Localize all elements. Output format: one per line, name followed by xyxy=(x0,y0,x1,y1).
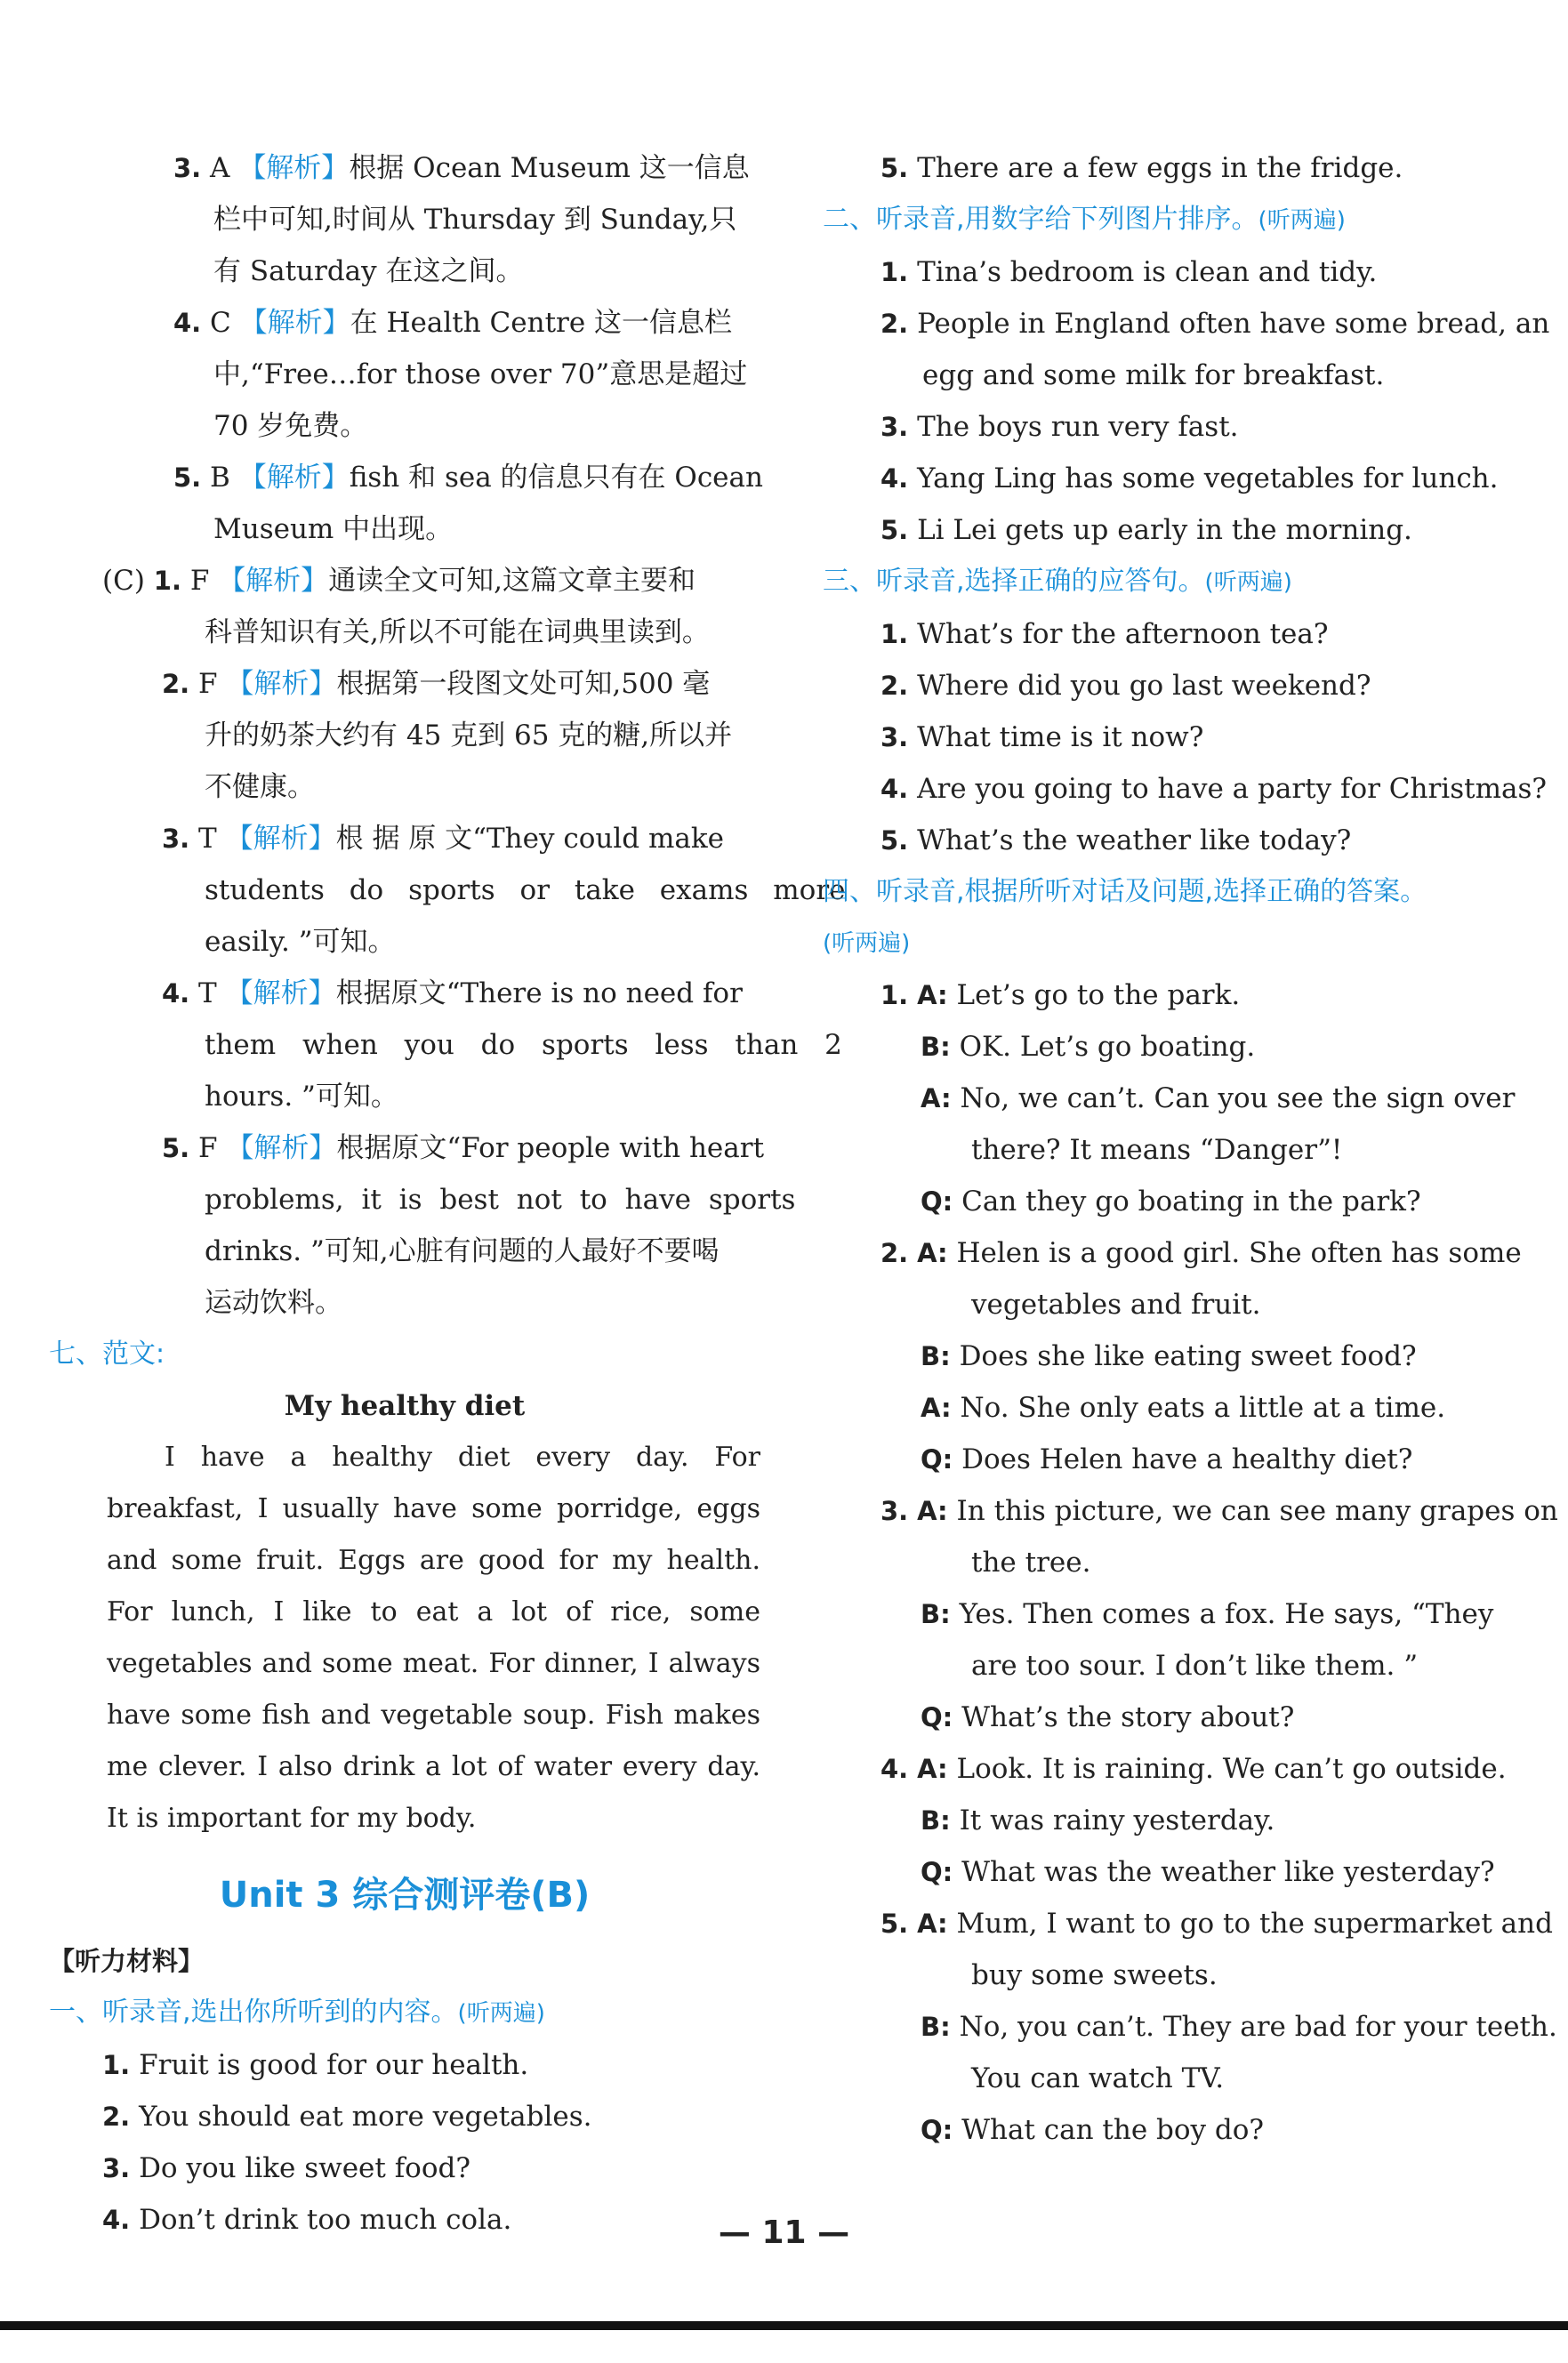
dialogue-4 xyxy=(823,1743,1534,1898)
item-text: Do you like sweet food? xyxy=(139,2152,470,2184)
dialogue-turn xyxy=(823,1176,1534,1227)
item-text: Li Lei gets up early in the morning. xyxy=(917,514,1412,546)
item-number: 2. xyxy=(102,2102,131,2132)
speaker-label: B: xyxy=(921,1341,951,1371)
dialogue-turn xyxy=(823,1021,1534,1073)
turn-text: Does she like eating sweet food? xyxy=(959,1340,1417,1372)
speaker-label: A: xyxy=(917,1496,948,1526)
speaker-label: B: xyxy=(921,1805,951,1836)
answer-line: them when you do sports less than 2 xyxy=(205,1029,842,1061)
answer-item-c3 xyxy=(49,813,846,968)
section-2-title: 二、听录音,用数字给下列图片排序。 xyxy=(823,204,1258,235)
dialogue-turn xyxy=(823,1743,1534,1795)
turn-text-cont: there? It means “Danger”! xyxy=(971,1134,1343,1166)
unit-title: Unit 3 综合测评卷(B) xyxy=(219,1875,591,1916)
dialogue-turn xyxy=(823,1227,1534,1279)
speaker-label: Q: xyxy=(921,2115,953,2145)
list-item xyxy=(823,504,1534,556)
section-3-note: (听两遍) xyxy=(1204,569,1292,596)
item-number: 1. xyxy=(880,257,909,287)
item-number: 3. xyxy=(102,2153,131,2183)
item-number: 4. xyxy=(102,2205,131,2235)
answer-line: students do sports or take exams more xyxy=(205,874,846,906)
list-item xyxy=(823,246,1534,298)
list-item xyxy=(823,608,1534,660)
answer-item-c4 xyxy=(49,968,842,1122)
answer-line: (C) 1. F 【解析】通读全文可知,这篇文章主要和 xyxy=(102,565,696,597)
dialogue-turn xyxy=(823,1073,1534,1124)
dialogue-turn xyxy=(823,1898,1553,1949)
item-number: 4. xyxy=(880,774,909,804)
dialogue-2 xyxy=(823,1227,1534,1485)
answer-line: 栏中可知,时间从 Thursday 到 Sunday,只 xyxy=(213,204,737,236)
item-number: 5. xyxy=(880,153,909,183)
section-4-heading: 四、听录音,根据所听对话及问题,选择正确的答案。 xyxy=(823,876,1427,907)
turn-text-cont: the tree. xyxy=(971,1547,1091,1579)
item-number: 2. xyxy=(880,309,909,339)
item-number: 3. xyxy=(880,412,909,442)
item-text: Fruit is good for our health. xyxy=(139,2049,529,2081)
list-item xyxy=(823,453,1534,504)
dialogue-turn xyxy=(823,1795,1534,1846)
answer-line: drinks. ”可知,心脏有问题的人最好不要喝 xyxy=(205,1235,720,1267)
turn-text: What was the weather like yesterday? xyxy=(961,1856,1495,1888)
page-number: — 11 — xyxy=(718,2214,850,2251)
item-text: The boys run very fast. xyxy=(917,411,1239,443)
answer-line: 70 岁免费。 xyxy=(213,410,368,442)
turn-text: Can they go boating in the park? xyxy=(961,1186,1421,1218)
dialogue-turn xyxy=(823,1382,1534,1434)
speaker-label: A: xyxy=(921,1083,952,1113)
speaker-label: Q: xyxy=(921,1186,953,1217)
turn-text: OK. Let’s go boating. xyxy=(959,1031,1256,1063)
answer-line: 3. T 【解析】根 据 原 文“They could make xyxy=(162,823,724,855)
list-item xyxy=(49,2142,760,2194)
essay-text: I have a healthy diet every day. For breakfast, I usually have some porridge, eggs and some fruit. Eggs are good for my health. For lunch, I like to eat a lot of rice, some vegetables and some meat. For dinner, I always have some fish and vegetable soup. Fish makes me clever. I also drink a lot of water every day. It is important for my body. xyxy=(107,1442,760,1834)
answer-line: 5. F 【解析】根据原文“For people with heart xyxy=(162,1132,765,1164)
speaker-label: A: xyxy=(917,1754,948,1784)
answer-line: 升的奶茶大约有 45 克到 65 克的糖,所以并 xyxy=(205,719,733,751)
answer-line: 4. C 【解析】在 Health Centre 这一信息栏 xyxy=(173,307,733,339)
item-number: 1. xyxy=(102,2050,131,2080)
dialogue-turn xyxy=(823,1692,1534,1743)
answer-line: 3. A 【解析】根据 Ocean Museum 这一信息 xyxy=(173,152,750,184)
answer-item-c2 xyxy=(49,658,760,813)
item-number: 3. xyxy=(880,1496,909,1526)
item-text-cont: egg and some milk for breakfast. xyxy=(922,359,1385,391)
turn-text-cont: buy some sweets. xyxy=(971,1959,1218,1991)
list-item xyxy=(823,298,1550,350)
turn-text: Does Helen have a healthy diet? xyxy=(961,1443,1413,1475)
section-4-note: (听两遍) xyxy=(823,930,911,957)
listening-material-label: 【听力材料】 xyxy=(49,1946,205,1976)
item-number: 1. xyxy=(880,980,909,1010)
bottom-border xyxy=(0,2321,1568,2330)
turn-text: No. She only eats a little at a time. xyxy=(960,1392,1446,1424)
dialogue-turn xyxy=(823,1588,1534,1640)
item-text: What’s for the afternoon tea? xyxy=(917,618,1329,650)
turn-text-cont: are too sour. I don’t like them. ” xyxy=(971,1650,1419,1682)
answer-line: 有 Saturday 在这之间。 xyxy=(213,255,524,287)
section-7-heading: 七、范文: xyxy=(49,1338,165,1370)
answer-line: hours. ”可知。 xyxy=(205,1081,398,1113)
item-text: Where did you go last weekend? xyxy=(917,670,1371,702)
answer-line: 运动饮料。 xyxy=(205,1287,342,1319)
turn-text: Look. It is raining. We can’t go outside. xyxy=(956,1753,1507,1785)
item-text: Don’t drink too much cola. xyxy=(139,2204,512,2236)
answer-line: easily. ”可知。 xyxy=(205,926,396,958)
dialogue-5 xyxy=(823,1898,1557,2156)
turn-text: What can the boy do? xyxy=(961,2114,1265,2146)
turn-text: No, we can’t. Can you see the sign over xyxy=(960,1082,1516,1114)
item-number: 3. xyxy=(880,722,909,752)
dialogue-3 xyxy=(823,1485,1558,1743)
answer-line: 不健康。 xyxy=(205,771,315,803)
item-number: 5. xyxy=(880,515,909,545)
dialogue-turn xyxy=(823,2001,1557,2053)
list-item xyxy=(823,711,1534,763)
speaker-label: Q: xyxy=(921,1444,953,1475)
speaker-label: A: xyxy=(921,1393,952,1423)
list-item xyxy=(823,142,1534,194)
turn-text-cont: You can watch TV. xyxy=(971,2062,1225,2094)
list-item xyxy=(823,401,1534,453)
answer-line: 2. F 【解析】根据第一段图文处可知,500 毫 xyxy=(162,668,711,700)
answer-line: 4. T 【解析】根据原文“There is no need for xyxy=(162,977,743,1009)
turn-text: What’s the story about? xyxy=(961,1701,1295,1733)
speaker-label: B: xyxy=(921,2012,951,2042)
item-number: 1. xyxy=(880,619,909,649)
dialogue-turn xyxy=(823,1434,1534,1485)
answer-item-c5 xyxy=(49,1122,796,1329)
essay-title: My healthy diet xyxy=(284,1390,526,1422)
item-number: 5. xyxy=(880,825,909,856)
answer-line: 5. B 【解析】fish 和 sea 的信息只有在 Ocean xyxy=(173,462,763,494)
section-3-title: 三、听录音,选择正确的应答句。 xyxy=(823,566,1205,597)
dialogue-turn xyxy=(823,969,1534,1021)
speaker-label: B: xyxy=(921,1599,951,1629)
dialogue-turn xyxy=(823,1846,1534,1898)
list-item xyxy=(49,2039,760,2091)
turn-text: It was rainy yesterday. xyxy=(959,1804,1275,1837)
turn-text: Yes. Then comes a fox. He says, “They xyxy=(959,1598,1494,1630)
list-item xyxy=(823,660,1534,711)
item-text: People in England often have some bread, an xyxy=(917,308,1550,340)
item-text: Are you going to have a party for Christmas? xyxy=(917,773,1547,805)
answer-line: problems, it is best not to have sports xyxy=(205,1184,796,1216)
item-text: You should eat more vegetables. xyxy=(139,2101,592,2133)
item-text: What’s the weather like today? xyxy=(917,824,1352,856)
answer-line: Museum 中出现。 xyxy=(213,513,454,545)
answer-item-b3 xyxy=(49,142,760,297)
item-text: Tina’s bedroom is clean and tidy. xyxy=(917,256,1378,288)
section-1-heading xyxy=(49,1987,760,2039)
right-column xyxy=(823,142,1558,2156)
answer-item-b5 xyxy=(49,452,763,555)
section-1-note: (听两遍) xyxy=(457,2000,545,2027)
dialogue-turn xyxy=(823,2104,1534,2156)
turn-text-cont: vegetables and fruit. xyxy=(971,1289,1261,1321)
dialogue-1 xyxy=(823,969,1534,1227)
speaker-label: Q: xyxy=(921,1702,953,1732)
item-number: 4. xyxy=(880,463,909,494)
speaker-label: B: xyxy=(921,1032,951,1062)
item-text: What time is it now? xyxy=(917,721,1204,753)
list-item xyxy=(823,763,1547,815)
turn-text: No, you can’t. They are bad for your teeth. xyxy=(959,2011,1557,2043)
turn-text: Mum, I want to go to the supermarket and xyxy=(956,1908,1553,1940)
list-item xyxy=(823,815,1534,866)
section-2-note: (听两遍) xyxy=(1258,207,1346,234)
section-1-title: 一、听录音,选出你所听到的内容。 xyxy=(49,1997,458,2028)
section-2-heading xyxy=(823,194,1534,246)
item-number: 2. xyxy=(880,1238,909,1268)
item-number: 2. xyxy=(880,671,909,701)
dialogue-turn xyxy=(823,1330,1534,1382)
turn-text: Let’s go to the park. xyxy=(956,979,1241,1011)
answer-line: 中,“Free…for those over 70”意思是超过 xyxy=(213,358,748,390)
section-3-heading xyxy=(823,556,1534,608)
list-item xyxy=(49,2091,760,2142)
item-text: Yang Ling has some vegetables for lunch. xyxy=(917,462,1499,494)
answer-line: 科普知识有关,所以不可能在词典里读到。 xyxy=(205,616,710,648)
speaker-label: A: xyxy=(917,980,948,1010)
speaker-label: A: xyxy=(917,1238,948,1268)
item-text: There are a few eggs in the fridge. xyxy=(917,152,1403,184)
answer-item-c1 xyxy=(49,555,760,658)
item-number: 4. xyxy=(880,1754,909,1784)
speaker-label: A: xyxy=(917,1909,948,1939)
turn-text: Helen is a good girl. She often has some xyxy=(956,1237,1522,1269)
item-number: 5. xyxy=(880,1909,909,1939)
answer-item-b4 xyxy=(49,297,760,452)
speaker-label: Q: xyxy=(921,1857,953,1887)
turn-text: In this picture, we can see many grapes on xyxy=(956,1495,1558,1527)
dialogue-turn xyxy=(823,1485,1558,1537)
